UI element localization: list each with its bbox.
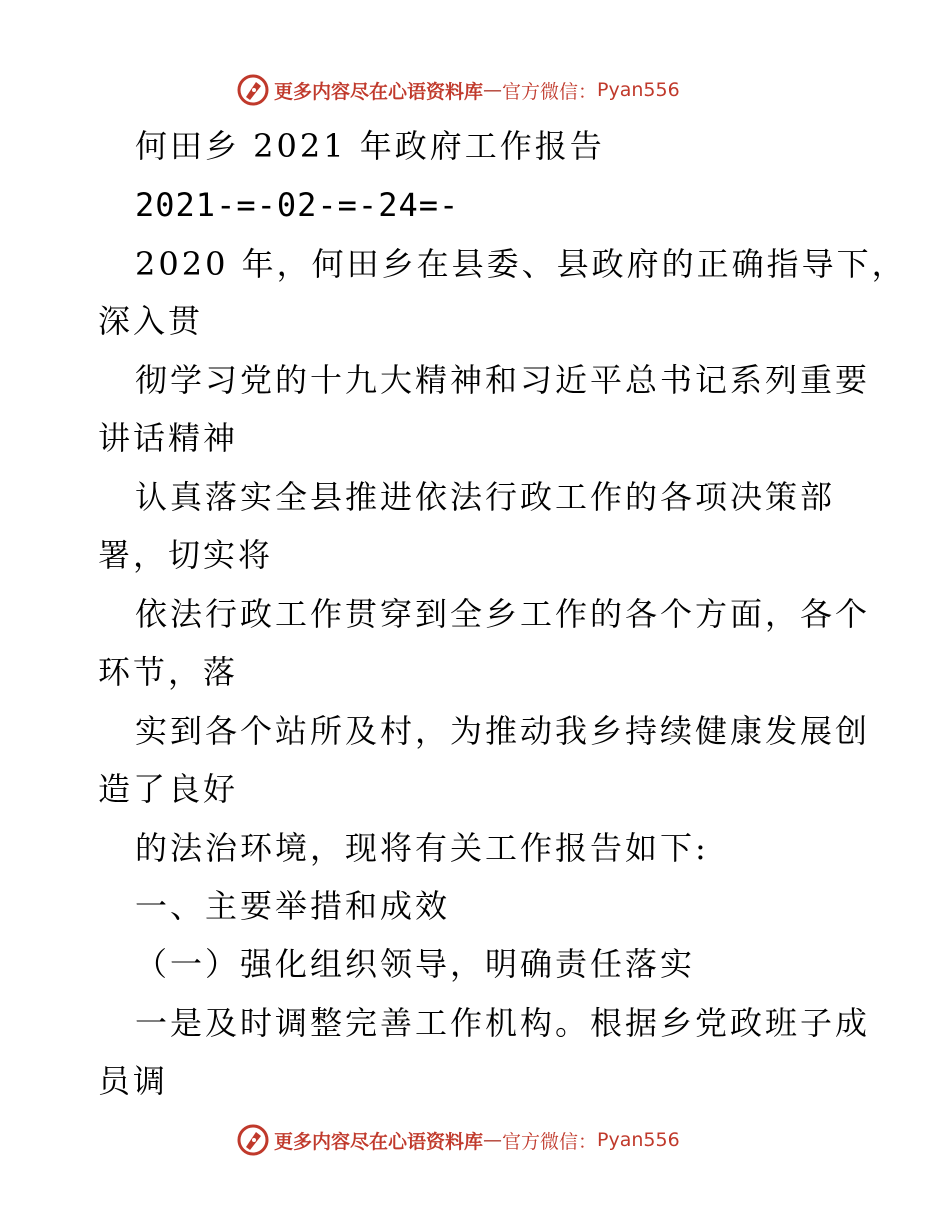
document-date: 2021-=-02-=-24=- — [135, 186, 460, 224]
paragraph-line: 员调 — [98, 1062, 169, 1100]
document-title: 何田乡 2021 年政府工作报告 — [135, 127, 605, 165]
section-heading: 一、主要举措和成效 — [135, 887, 451, 925]
subsection-heading: （一）强化组织领导，明确责任落实 — [135, 945, 696, 983]
paragraph-line: 彻学习党的十九大精神和习近平总书记系列重要 — [135, 361, 871, 399]
watermark-main-text: 更多内容尽在心语资料库 — [274, 80, 484, 103]
watermark-sub-text: 官方微信： — [502, 1130, 598, 1153]
paragraph-line: 环节，落 — [98, 653, 239, 691]
watermark-sub-text: 官方微信： — [502, 80, 598, 103]
paragraph-line: 造了良好 — [98, 770, 239, 808]
watermark-id: Pyan556 — [597, 1129, 680, 1151]
paragraph-line: 认真落实全县推进依法行政工作的各项决策部 — [135, 478, 836, 516]
paragraph-line: 一是及时调整完善工作机构。根据乡党政班子成 — [135, 1004, 871, 1042]
paragraph-line: 的法治环境，现将有关工作报告如下: — [135, 829, 709, 867]
paragraph-line: 署，切实将 — [98, 536, 274, 574]
watermark-id: Pyan556 — [597, 79, 680, 101]
watermark-separator: — — [483, 1129, 503, 1151]
paragraph-line: 深入贯 — [98, 302, 204, 340]
paragraph-line: 2020 年，何田乡在县委、县政府的正确指导下， — [135, 245, 907, 283]
paragraph-line: 依法行政工作贯穿到全乡工作的各个方面，各个 — [135, 595, 871, 633]
watermark-header — [236, 72, 680, 108]
watermark-separator: — — [483, 79, 503, 101]
watermark-main-text: 更多内容尽在心语资料库 — [274, 1130, 484, 1153]
pen-nib-circle-icon — [236, 1123, 270, 1157]
paragraph-line: 讲话精神 — [98, 419, 239, 457]
watermark-footer — [236, 1122, 680, 1158]
paragraph-line: 实到各个站所及村，为推动我乡持续健康发展创 — [135, 712, 871, 750]
pen-nib-circle-icon — [236, 73, 270, 107]
